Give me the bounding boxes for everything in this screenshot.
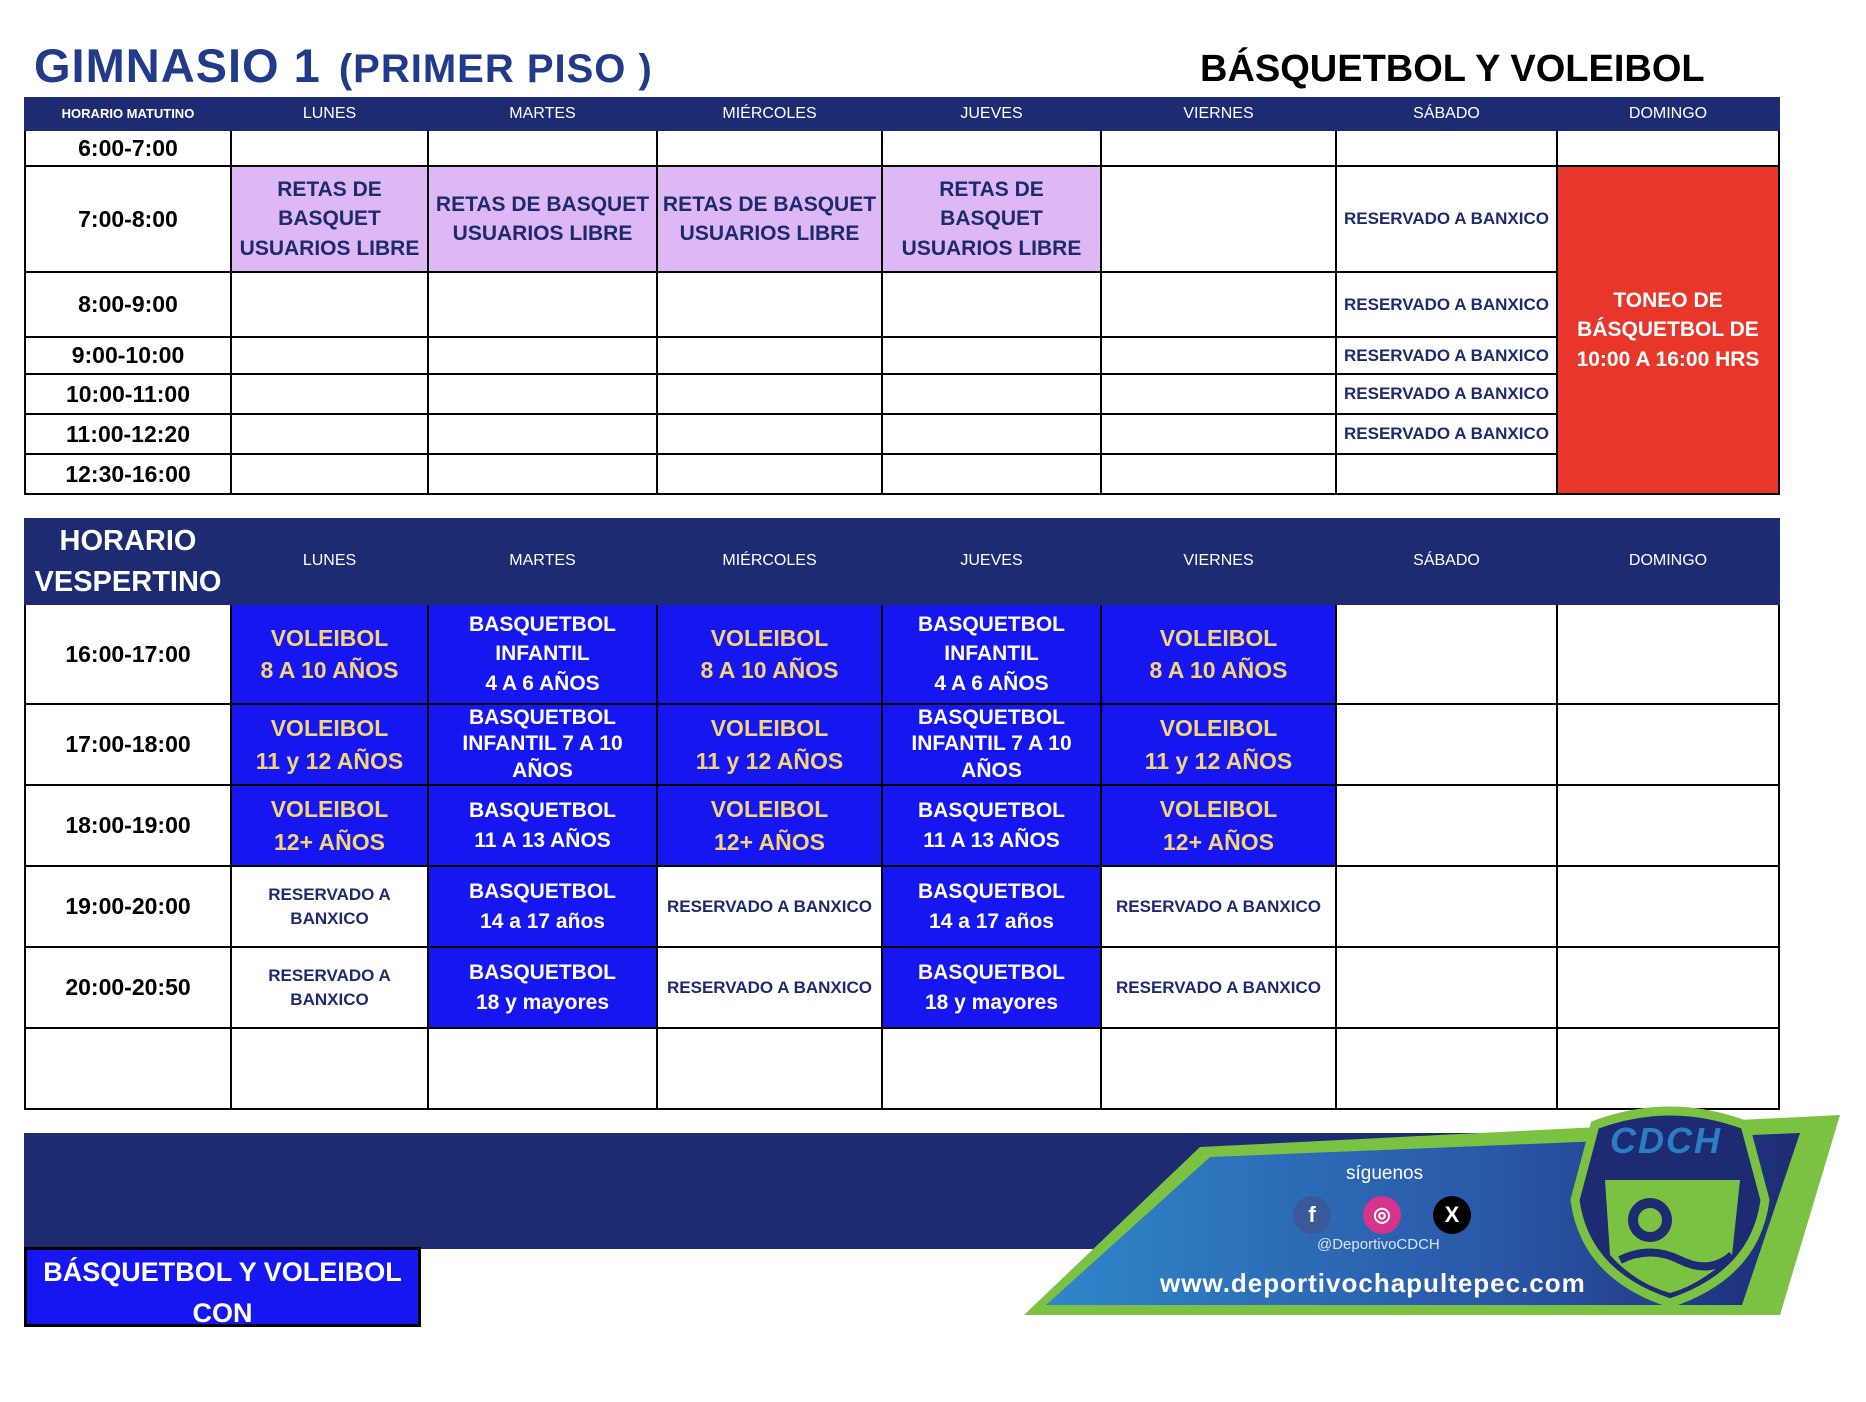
day-header: DOMINGO [1557,519,1779,604]
empty-cell [882,272,1101,337]
logo-text: CDCH [1610,1120,1722,1161]
retas-line: RETAS DE BASQUET [662,192,877,216]
reservado-line: BANXICO [290,908,369,928]
empty-cell [25,1028,231,1109]
empty-cell [231,374,428,414]
empty-cell [1101,166,1336,272]
class-age: AÑOS [961,758,1022,782]
basquetbol-cell [882,704,1101,785]
empty-cell [428,1028,657,1109]
voleibol-cell [1101,785,1336,866]
empty-cell [428,454,657,494]
basquetbol-cell [428,866,657,947]
empty-cell [882,414,1101,454]
website-link[interactable]: www.deportivochapultepec.com [1160,1268,1586,1298]
voleibol-cell [657,604,882,704]
morning-schedule-table [24,97,1780,495]
time-slot: 8:00-9:00 [25,272,231,337]
morning-label: HORARIO MATUTINO [25,98,231,130]
social-handle: @DeportivoCDCH [1317,1236,1440,1253]
day-header: MIÉRCOLES [657,519,882,604]
reservado-cell: RESERVADO A BANXICO [657,866,882,947]
time-slot: 12:30-16:00 [25,454,231,494]
empty-cell [1101,337,1336,374]
voleibol-cell [231,785,428,866]
torneo-line: BÁSQUETBOL DE [1577,318,1759,342]
retas-cell [231,166,428,272]
evening-header-row [25,519,1779,604]
empty-cell [1336,866,1557,947]
empty-cell [1557,604,1779,704]
time-slot: 17:00-18:00 [25,704,231,785]
class-age: 8 A 10 AÑOS [1149,657,1288,683]
voleibol-cell [1101,704,1336,785]
class-age: 18 y mayores [475,990,610,1014]
class-name: VOLEIBOL [710,796,829,823]
empty-cell [231,454,428,494]
evening-label-line: VESPERTINO [34,565,222,598]
class-name: VOLEIBOL [270,715,389,742]
empty-cell [1336,1028,1557,1109]
reservado-cell: RESERVADO A BANXICO [1336,374,1557,414]
class-name: BASQUETBOL [918,612,1065,636]
empty-cell [882,337,1101,374]
empty-cell [882,374,1101,414]
torneo-cell [1557,166,1779,494]
empty-cell [1557,704,1779,785]
time-slot: 18:00-19:00 [25,785,231,866]
table-row [25,704,1779,785]
empty-cell [657,272,882,337]
torneo-line: 10:00 A 16:00 HRS [1576,347,1760,371]
empty-cell [1557,947,1779,1028]
table-row [25,1028,1779,1109]
time-slot: 20:00-20:50 [25,947,231,1028]
basquetbol-cell [882,947,1101,1028]
empty-cell [882,1028,1101,1109]
reservado-cell: RESERVADO A BANXICO [1336,166,1557,272]
evening-label [25,519,231,604]
time-slot: 16:00-17:00 [25,604,231,704]
empty-cell [1101,414,1336,454]
table-row [25,604,1779,704]
empty-cell [1557,1028,1779,1109]
retas-line: BASQUET [278,207,381,231]
reservado-line: BANXICO [290,989,369,1009]
reservado-cell: RESERVADO A BANXICO [1336,337,1557,374]
class-age: 8 A 10 AÑOS [260,657,399,683]
empty-cell [428,130,657,166]
retas-line: USUARIOS LIBRE [239,236,420,260]
retas-line: RETAS DE BASQUET [435,192,650,216]
retas-line: USUARIOS LIBRE [679,222,860,245]
class-age: 18 y mayores [924,990,1059,1014]
table-row [25,866,1779,947]
day-header: MARTES [428,519,657,604]
instagram-icon[interactable]: ◎ [1363,1196,1401,1234]
time-slot: 10:00-11:00 [25,374,231,414]
facebook-icon[interactable]: f [1293,1196,1331,1234]
reservado-cell: RESERVADO A BANXICO [657,947,882,1028]
class-age: 11 y 12 AÑOS [695,747,844,774]
empty-cell [428,272,657,337]
cost-line: BÁSQUETBOL Y VOLEIBOL CON [43,1257,402,1328]
empty-cell [231,1028,428,1109]
empty-cell [1336,604,1557,704]
retas-cell [882,166,1101,272]
day-header: JUEVES [882,98,1101,130]
reservado-cell [231,866,428,947]
class-age: 4 A 6 AÑOS [485,671,600,695]
day-header: VIERNES [1101,519,1336,604]
day-header: LUNES [231,98,428,130]
empty-cell [1557,866,1779,947]
class-name: BASQUETBOL [469,706,616,730]
class-name: VOLEIBOL [710,715,829,742]
class-level: INFANTIL 7 A 10 [911,732,1072,756]
table-row [25,374,1779,414]
class-name: VOLEIBOL [1159,715,1278,742]
empty-cell [1101,374,1336,414]
basquetbol-cell [882,866,1101,947]
voleibol-cell [1101,604,1336,704]
class-age: 12+ AÑOS [1162,828,1274,855]
evening-schedule-table [24,518,1780,1110]
empty-cell [882,130,1101,166]
class-age: 12+ AÑOS [713,828,825,855]
morning-header-row [25,98,1779,130]
gym-title: GIMNASIO 1 [34,39,321,92]
table-row [25,947,1779,1028]
class-level: INFANTIL [495,642,590,666]
torneo-line: TONEO DE [1613,288,1723,312]
reservado-cell: RESERVADO A BANXICO [1336,414,1557,454]
empty-cell [231,130,428,166]
day-header: VIERNES [1101,98,1336,130]
empty-cell [657,374,882,414]
class-age: 11 A 13 AÑOS [474,828,611,852]
class-name: BASQUETBOL [469,961,616,985]
empty-cell [1557,785,1779,866]
empty-cell [657,130,882,166]
empty-cell [1336,785,1557,866]
class-name: VOLEIBOL [710,624,829,651]
empty-cell [1101,1028,1336,1109]
empty-cell [428,374,657,414]
class-name: VOLEIBOL [270,624,389,651]
table-row [25,130,1779,166]
basquetbol-cell [428,704,657,785]
class-name: BASQUETBOL [918,880,1065,904]
basquetbol-cell [428,785,657,866]
voleibol-cell [231,604,428,704]
empty-cell [428,337,657,374]
day-header: JUEVES [882,519,1101,604]
class-age: 4 A 6 AÑOS [934,671,1049,695]
cost-line: COSTO TRIMESTRAL $1,365 [39,1338,406,1368]
day-header: SÁBADO [1336,519,1557,604]
empty-cell [1557,130,1779,166]
x-icon[interactable]: X [1433,1196,1471,1234]
class-age: 12+ AÑOS [273,828,385,855]
basquetbol-cell [882,604,1101,704]
class-age: 11 y 12 AÑOS [1144,747,1293,774]
retas-line: RETAS DE BASQUET [939,177,1044,231]
table-row [25,272,1779,337]
reservado-cell: RESERVADO A BANXICO [1101,866,1336,947]
table-row [25,414,1779,454]
empty-cell [657,1028,882,1109]
empty-cell [1336,130,1557,166]
evening-label-line: HORARIO [59,524,197,557]
retas-cell [428,166,657,272]
empty-cell [428,414,657,454]
empty-cell [231,337,428,374]
voleibol-cell [657,704,882,785]
class-name: BASQUETBOL [469,799,616,823]
time-slot: 19:00-20:00 [25,866,231,947]
class-age: 11 y 12 AÑOS [255,747,404,774]
siguenos-label: síguenos [1346,1163,1424,1184]
class-name: BASQUETBOL [469,612,616,636]
page-title [34,38,653,93]
floor-subtitle: (PRIMER PISO ) [338,47,653,91]
class-name: BASQUETBOL [918,961,1065,985]
empty-cell [231,272,428,337]
time-slot: 9:00-10:00 [25,337,231,374]
empty-cell [1101,130,1336,166]
class-age: 11 A 13 AÑOS [923,828,1060,852]
table-row [25,337,1779,374]
class-name: VOLEIBOL [270,796,389,823]
voleibol-cell [657,785,882,866]
time-slot: 7:00-8:00 [25,166,231,272]
empty-cell [657,337,882,374]
reservado-cell: RESERVADO A BANXICO [1101,947,1336,1028]
reservado-cell: RESERVADO A BANXICO [1336,272,1557,337]
day-header: LUNES [231,519,428,604]
retas-line: RETAS DE [277,177,382,201]
basquetbol-cell [882,785,1101,866]
class-name: VOLEIBOL [1159,796,1278,823]
empty-cell [657,414,882,454]
day-header: SÁBADO [1336,98,1557,130]
sport-title: BÁSQUETBOL Y VOLEIBOL [1200,48,1705,90]
reservado-line: RESERVADO A [268,884,391,904]
class-name: BASQUETBOL [918,706,1065,730]
time-slot: 6:00-7:00 [25,130,231,166]
class-age: 14 a 17 años [480,909,605,933]
day-header: DOMINGO [1557,98,1779,130]
class-name: VOLEIBOL [1159,624,1278,651]
retas-line: USUARIOS LIBRE [901,236,1082,260]
basquetbol-cell [428,604,657,704]
class-age: 14 a 17 años [929,909,1054,933]
empty-cell [657,454,882,494]
class-level: INFANTIL [944,642,1039,666]
empty-cell [1101,454,1336,494]
reservado-line: RESERVADO A [268,965,391,985]
time-slot: 11:00-12:20 [25,414,231,454]
class-name: BASQUETBOL [918,799,1065,823]
retas-cell [657,166,882,272]
table-row [25,166,1779,272]
empty-cell [882,454,1101,494]
table-row [25,785,1779,866]
table-row [25,454,1779,494]
retas-line: USUARIOS LIBRE [452,222,633,245]
class-name: BASQUETBOL [469,880,616,904]
empty-cell [1101,272,1336,337]
empty-cell [231,414,428,454]
day-header: MARTES [428,98,657,130]
day-header: MIÉRCOLES [657,98,882,130]
empty-cell [1336,454,1557,494]
class-age: AÑOS [512,758,573,782]
class-age: 8 A 10 AÑOS [700,657,839,683]
empty-cell [1336,947,1557,1028]
empty-cell [1336,704,1557,785]
basquetbol-cell [428,947,657,1028]
class-level: INFANTIL 7 A 10 [462,732,623,756]
cost-box [24,1247,421,1368]
voleibol-cell [231,704,428,785]
reservado-cell [231,947,428,1028]
